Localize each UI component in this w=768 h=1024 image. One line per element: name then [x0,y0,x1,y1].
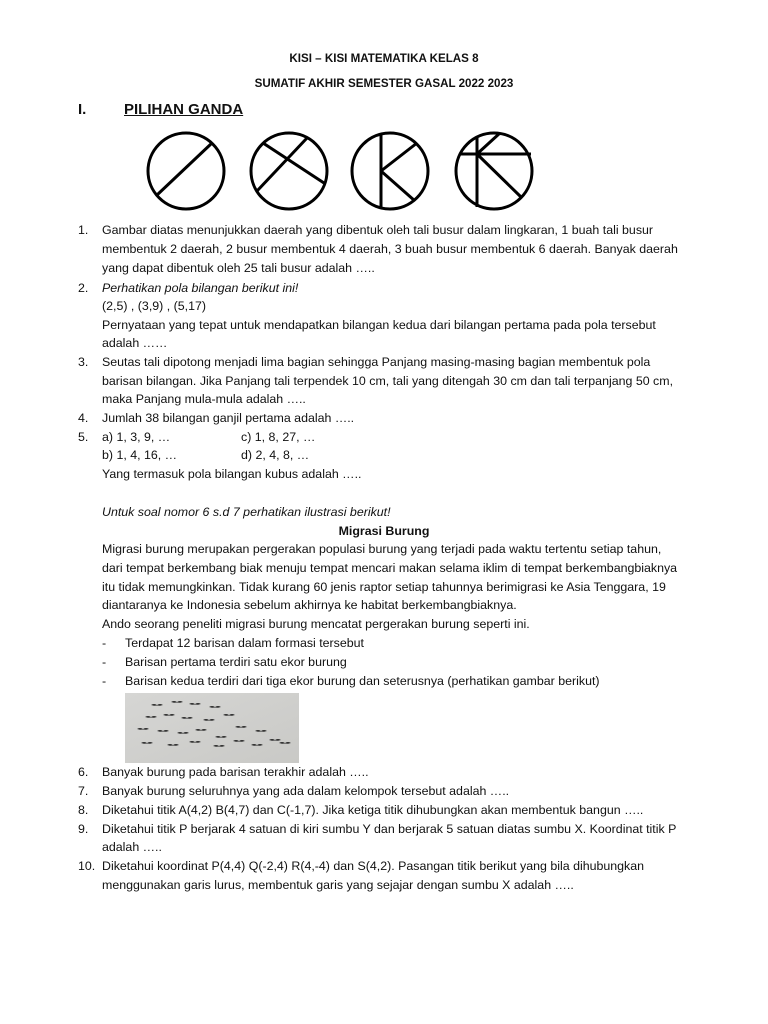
q1-line3: yang dapat dibentuk oleh 25 tali busur adalah ….. [102,261,375,275]
doc-title-line1: KISI – KISI MATEMATIKA KELAS 8 [289,52,479,65]
illustration-line1: Migrasi burung merupakan pergerakan populasi burung yang terjadi pada waktu tertentu setiap tahun, [102,542,662,556]
illustration-intro: Untuk soal nomor 6 s.d 7 perhatikan ilustrasi berikut! [102,505,391,519]
q9-number: 9. [78,822,89,836]
q9-line2: adalah ….. [102,840,162,854]
illustration-line3: itu tidak memungkinkan. Tidak kurang 60 jenis raptor setiap tahunnya berimigrasi ke Asia Tenggara, 19 [102,580,666,594]
q10-line1: Diketahui koordinat P(4,4) Q(-2,4) R(4,-4) dan S(4,2). Pasangan titik berikut yang bila dihubungkan [102,859,645,873]
bird-formation-photo [125,693,299,763]
bullet-mark: - [102,636,107,650]
q5-text: Yang termasuk pola bilangan kubus adalah ….. [102,467,362,481]
q2-line1: Perhatikan pola bilangan berikut ini! [102,281,299,295]
bullet-2: Barisan pertama terdiri satu ekor burung [125,655,347,669]
q3-line3: maka Panjang mula-mula adalah ….. [102,392,306,406]
doc-title-line2: SUMATIF AKHIR SEMESTER GASAL 2022 2023 [254,77,514,90]
illustration-line5: Ando seorang peneliti migrasi burung mencatat pergerakan burung seperti ini. [102,617,530,631]
q3-line1: Seutas tali dipotong menjadi lima bagian sehingga Panjang masing-masing bagian membentuk pola [102,355,651,369]
chord-circles-figure [145,131,545,213]
q2-line2: (2,5) , (3,9) , (5,17) [102,299,206,313]
q4-number: 4. [78,411,89,425]
q5-option-c: c) 1, 8, 27, … [241,430,316,444]
q5-option-a: a) 1, 3, 9, … [102,430,171,444]
q4-text: Jumlah 38 bilangan ganjil pertama adalah ….. [102,411,355,425]
circle-two-chords [251,133,327,209]
illustration-line4: diantaranya ke Indonesia sebelum akhirnya ke habitat berkembangbiaknya. [102,598,517,612]
q8-number: 8. [78,803,89,817]
q10-line2: menggunakan garis lurus, membentuk garis yang sejajar dengan sumbu X adalah ….. [102,878,574,892]
q3-number: 3. [78,355,89,369]
section-title: PILIHAN GANDA [124,101,244,118]
bullet-mark: - [102,655,107,669]
q6-number: 6. [78,765,89,779]
q2-line3: Pernyataan yang tepat untuk mendapatkan bilangan kedua dari bilangan pertama pada pola tersebut [102,318,656,332]
q1-line2: membentuk 2 daerah, 2 busur membentuk 4 daerah, 3 buah busur membentuk 6 daerah. Banyak daerah [102,242,678,256]
q8-text: Diketahui titik A(4,2) B(4,7) dan C(-1,7). Jika ketiga titik dihubungkan akan membentuk bangun ….. [102,803,644,817]
q1-line1: Gambar diatas menunjukkan daerah yang dibentuk oleh tali busur dalam lingkaran, 1 buah tali busur [102,223,654,237]
q9-line1: Diketahui titik P berjarak 4 satuan di kiri sumbu Y dan berjarak 5 satuan diatas sumbu X. Koordinat titik P [102,822,677,836]
q7-text: Banyak burung seluruhnya yang ada dalam kelompok tersebut adalah ….. [102,784,510,798]
illustration-line2: dari tempat berkembang biak menuju tempat mencari makan selama iklim di tempat berkembangbiaknya [102,561,678,575]
circle-four-chords [456,133,532,209]
circle-one-chord [148,133,224,209]
circle-three-chords [352,133,428,209]
q2-number: 2. [78,281,89,295]
bullet-mark: - [102,674,107,688]
bullet-3: Barisan kedua terdiri dari tiga ekor burung dan seterusnya (perhatikan gambar berikut) [125,674,600,688]
q7-number: 7. [78,784,89,798]
q2-line4: adalah …… [102,336,168,350]
illustration-title: Migrasi Burung [338,524,430,538]
q5-option-d: d) 2, 4, 8, … [241,448,310,462]
q5-option-b: b) 1, 4, 16, … [102,448,178,462]
q1-number: 1. [78,223,89,237]
q5-number: 5. [78,430,89,444]
bullet-1: Terdapat 12 barisan dalam formasi tersebut [125,636,364,650]
q10-number: 10. [78,859,96,873]
q3-line2: barisan bilangan. Jika Panjang tali terpendek 10 cm, tali yang ditengah 30 cm dan tali terpanjang 50 cm, [102,374,674,388]
section-number: I. [78,101,87,118]
q6-text: Banyak burung pada barisan terakhir adalah ….. [102,765,369,779]
